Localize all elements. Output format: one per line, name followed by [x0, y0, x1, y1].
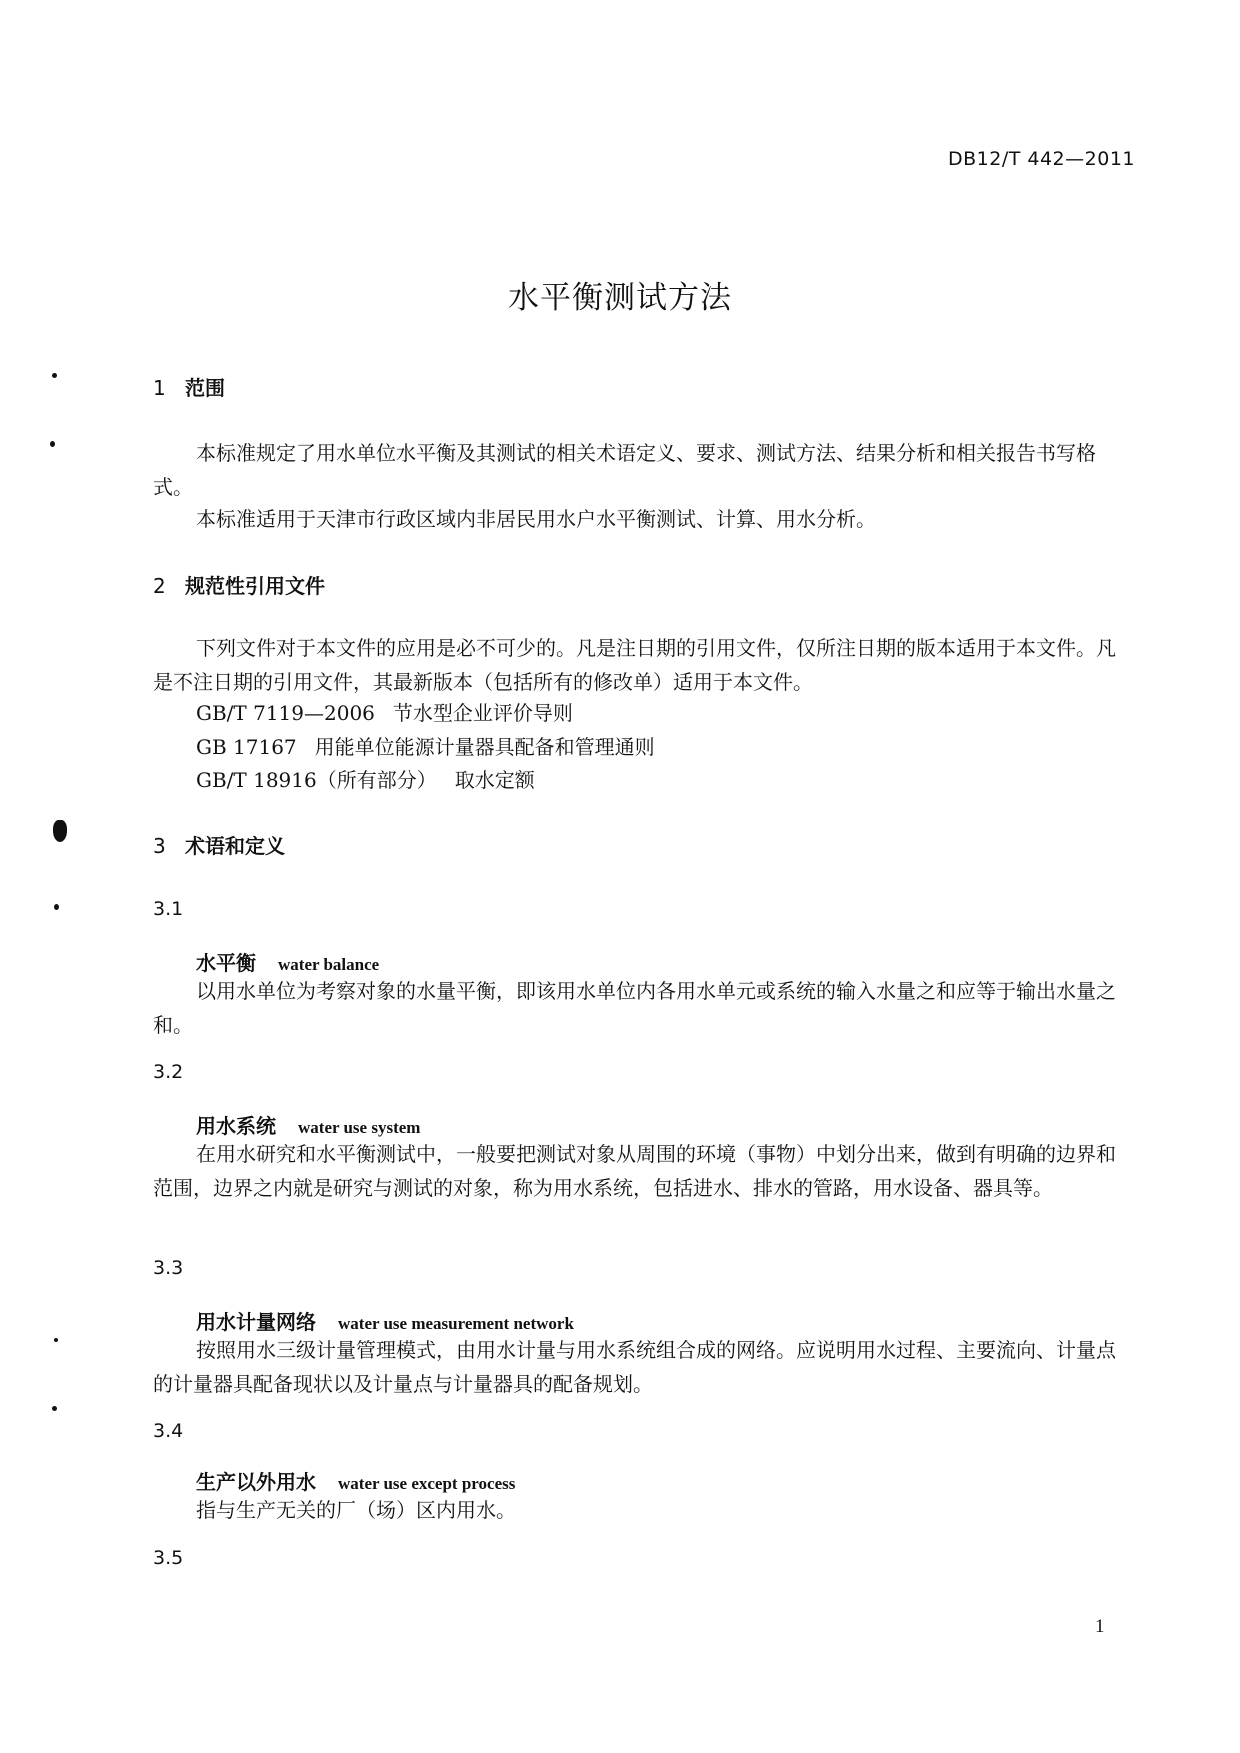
reference-item	[196, 731, 655, 760]
term-name-en: water use system	[298, 1118, 421, 1137]
scan-speck	[54, 904, 59, 910]
scan-speck	[54, 1338, 58, 1342]
term-name-zh: 水平衡	[196, 951, 256, 975]
section-title: 术语和定义	[185, 834, 285, 858]
reference-title: 取水定额	[454, 768, 535, 792]
section-number: 1	[153, 376, 166, 400]
references-paragraph: 下列文件对于本文件的应用是必不可少的。凡是注日期的引用文件，仅所注日期的版本适用于本文件。凡是不注日期的引用文件，其最新版本（包括所有的修改单）适用于本文件。	[153, 636, 1116, 694]
term-number: 3.1	[153, 898, 184, 920]
term-name-zh: 用水系统	[196, 1114, 276, 1138]
term-heading	[196, 1466, 515, 1495]
section-number: 3	[153, 834, 166, 858]
term-definition: 指与生产无关的厂（场）区内用水。	[196, 1498, 516, 1522]
reference-item	[196, 764, 535, 793]
scan-blot	[53, 820, 67, 842]
term-heading	[196, 1110, 420, 1139]
standard-code: DB12/T 442—2011	[947, 148, 1135, 170]
term-heading	[196, 947, 379, 976]
section-title: 范围	[185, 376, 225, 400]
section-number: 2	[153, 574, 166, 598]
reference-item	[196, 697, 573, 726]
term-name-en: water use except process	[338, 1474, 516, 1493]
reference-code: GB/T 7119—2006	[196, 701, 375, 725]
page-number: 1	[1095, 1616, 1105, 1637]
document-title: 水平衡测试方法	[508, 280, 732, 316]
term-name-zh: 生产以外用水	[196, 1470, 316, 1494]
scope-paragraph-2: 本标准适用于天津市行政区域内非居民用水户水平衡测试、计算、用水分析。	[196, 507, 876, 531]
term-definition: 在用水研究和水平衡测试中，一般要把测试对象从周围的环境（事物）中划分出来，做到有明确的边界和范围，边界之内就是研究与测试的对象，称为用水系统，包括进水、排水的管路，用水设备、器具等。	[153, 1142, 1116, 1200]
scan-speck	[52, 373, 57, 378]
term-definition: 按照用水三级计量管理模式，由用水计量与用水系统组合成的网络。应说明用水过程、主要流向、计量点的计量器具配备现状以及计量点与计量器具的配备规划。	[153, 1338, 1116, 1396]
section-heading-scope	[153, 372, 225, 401]
term-name-zh: 用水计量网络	[196, 1310, 316, 1334]
scan-speck	[52, 1406, 57, 1411]
term-number: 3.4	[153, 1420, 184, 1442]
term-name-en: water balance	[278, 955, 380, 974]
reference-title: 节水型企业评价导则	[392, 701, 573, 725]
section-title: 规范性引用文件	[185, 574, 325, 598]
section-heading-terms	[153, 830, 285, 859]
section-heading-normative-references	[153, 570, 325, 599]
term-number: 3.5	[153, 1547, 184, 1569]
reference-code: GB 17167	[196, 735, 297, 759]
reference-code: GB/T 18916（所有部分）	[196, 768, 437, 792]
term-number: 3.2	[153, 1061, 184, 1083]
scope-paragraph-1: 本标准规定了用水单位水平衡及其测试的相关术语定义、要求、测试方法、结果分析和相关报告书写格式。	[153, 441, 1096, 499]
reference-title: 用能单位能源计量器具配备和管理通则	[314, 735, 655, 759]
term-name-en: water use measurement network	[338, 1314, 574, 1333]
scan-speck	[50, 441, 55, 447]
term-heading	[196, 1306, 574, 1335]
term-number: 3.3	[153, 1257, 184, 1279]
term-definition: 以用水单位为考察对象的水量平衡，即该用水单位内各用水单元或系统的输入水量之和应等于输出水量之和。	[153, 979, 1116, 1037]
